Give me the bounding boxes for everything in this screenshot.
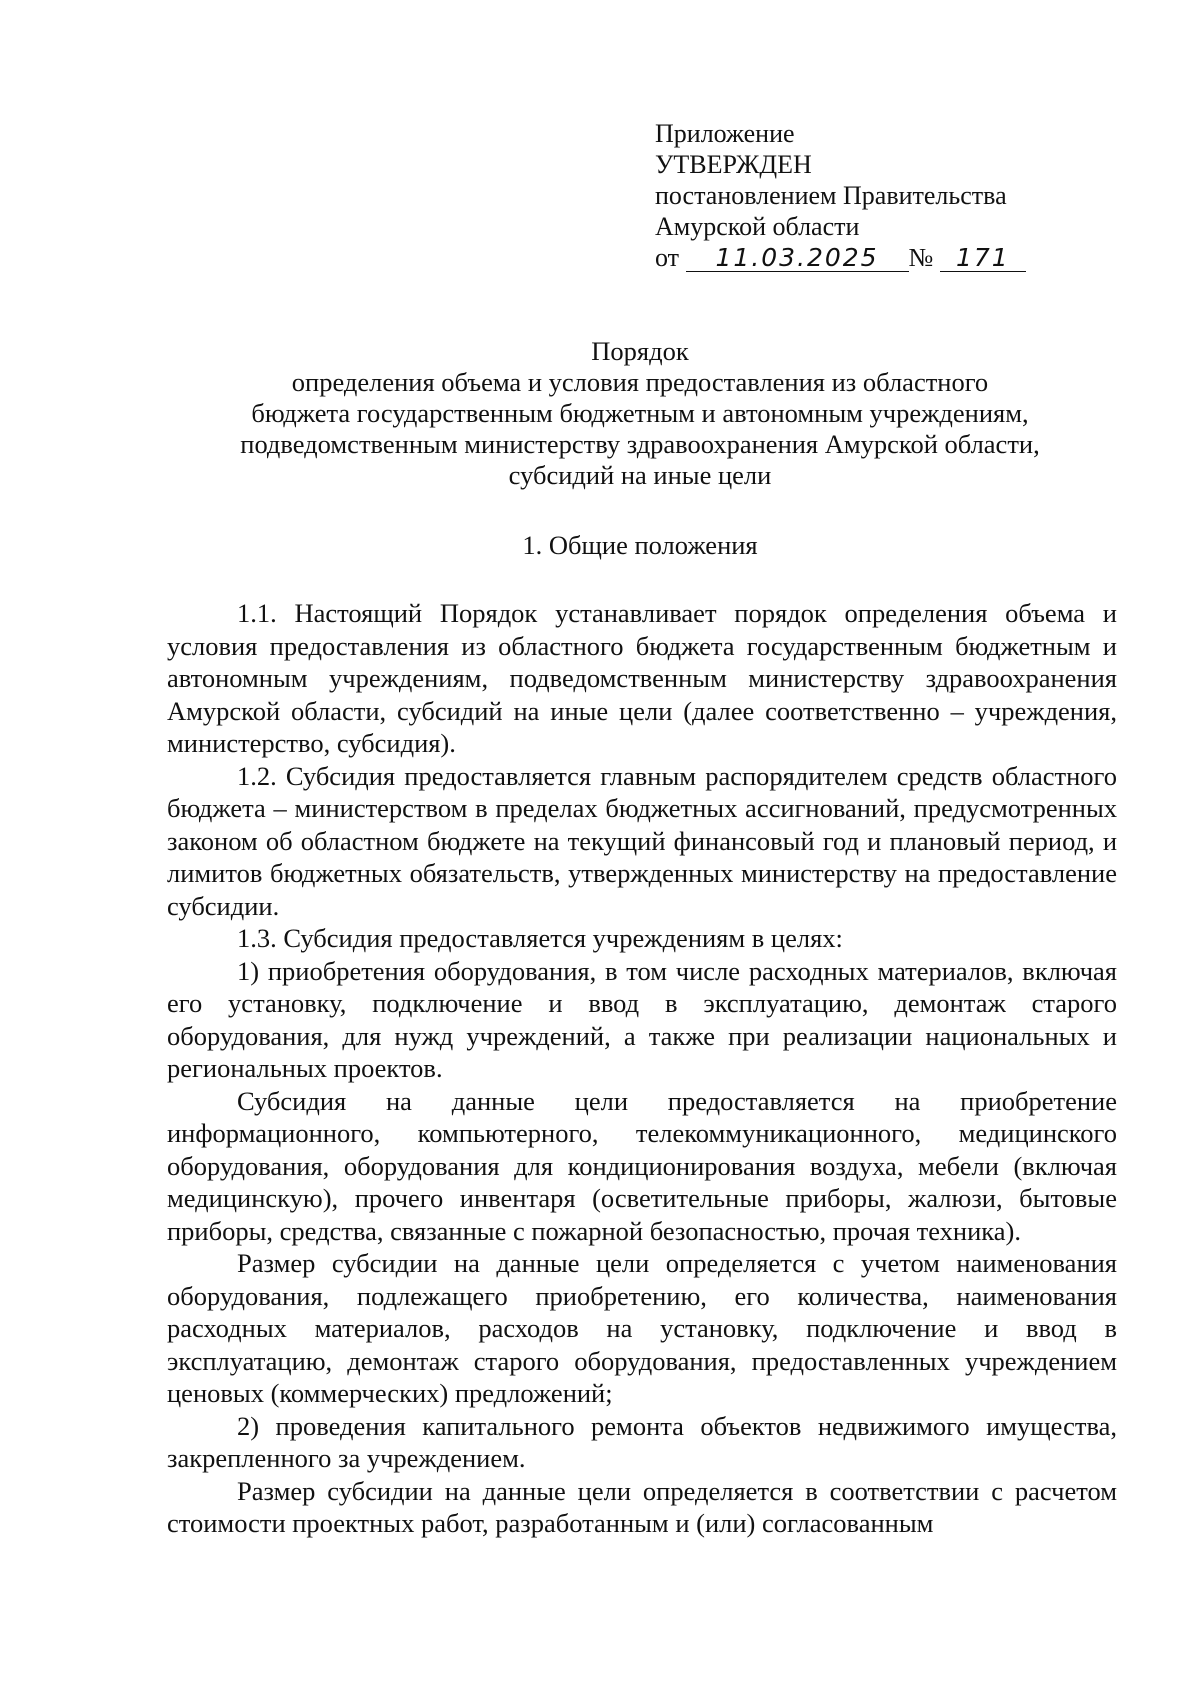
title-line-5: субсидий на иные цели: [508, 460, 772, 490]
handwritten-date: 11.03.2025: [686, 245, 909, 272]
region-label: Амурской области: [655, 212, 860, 241]
title-line-2: определения объема и условия предоставления из областного: [291, 367, 989, 397]
title-line-4: подведомственным министерству здравоохранения Амурской области,: [240, 429, 1040, 459]
title-line-3: бюджета государственным бюджетным и автономным учреждениям,: [251, 398, 1029, 428]
number-prefix: №: [908, 243, 934, 272]
paragraph-item-1-amount: Размер субсидии на данные цели определяется с учетом наименования оборудования, подлежащего приобретению, его количества, наименования расходных материалов, расходов на установку, подключение и ввод в эксплуатацию, демонтаж старого оборудования, предоставленных учреждением ценовых (коммерческих) предложений;: [167, 1248, 1117, 1408]
approved-label: УТВЕРЖДЕН: [655, 150, 812, 179]
body-text: [167, 597, 1117, 1540]
paragraph-item-1: 1) приобретения оборудования, в том числе расходных материалов, включая его установку, подключение и ввод в эксплуатацию, демонтаж старого оборудования, для нужд учреждений, а также при реализации национальных и региональных проектов.: [167, 955, 1117, 1083]
paragraph-1-1: 1.1. Настоящий Порядок устанавливает порядок определения объема и условия предоставления из областного бюджета государственным бюджетным и автономным учреждениям, подведомственным министерству здравоохранения Амурской области, субсидий на иные цели (далее соответственно – учреждения, министерство, субсидия).: [167, 598, 1117, 758]
resolution-label: постановлением Правительства: [655, 181, 1007, 210]
document-title: [160, 336, 1120, 491]
paragraph-1-2: 1.2. Субсидия предоставляется главным распорядителем средств областного бюджета – министерством в пределах бюджетных ассигнований, предусмотренных законом об областном бюджете на текущий финансовый год и плановый период, и лимитов бюджетных обязательств, утвержденных министерству на предоставление субсидии.: [167, 760, 1117, 921]
approval-block: [655, 118, 1026, 273]
paragraph-item-2-amount: Размер субсидии на данные цели определяется в соответствии с расчетом стоимости проектных работ, разработанным и (или) согласованным: [167, 1475, 1117, 1538]
paragraph-item-1-scope: Субсидия на данные цели предоставляется на приобретение информационного, компьютерного, телекоммуникационного, медицинского оборудования, оборудования для кондиционирования воздуха, мебели (включая медицинскую), прочего инвентаря (осветительные приборы, жалюзи, бытовые приборы, средства, связанные с пожарной безопасностью, прочая техника).: [167, 1085, 1117, 1246]
handwritten-number: 171: [940, 245, 1026, 272]
section-heading: 1. Общие положения: [522, 530, 758, 560]
title-line-1: Порядок: [591, 336, 689, 366]
appendix-label: Приложение: [655, 119, 795, 148]
paragraph-item-2: 2) проведения капитального ремонта объектов недвижимого имущества, закрепленного за учреждением.: [167, 1410, 1117, 1473]
paragraph-1-3: 1.3. Субсидия предоставляется учреждениям в целях:: [237, 923, 843, 953]
date-prefix: от: [655, 243, 680, 272]
date-number-line: [655, 242, 1026, 273]
